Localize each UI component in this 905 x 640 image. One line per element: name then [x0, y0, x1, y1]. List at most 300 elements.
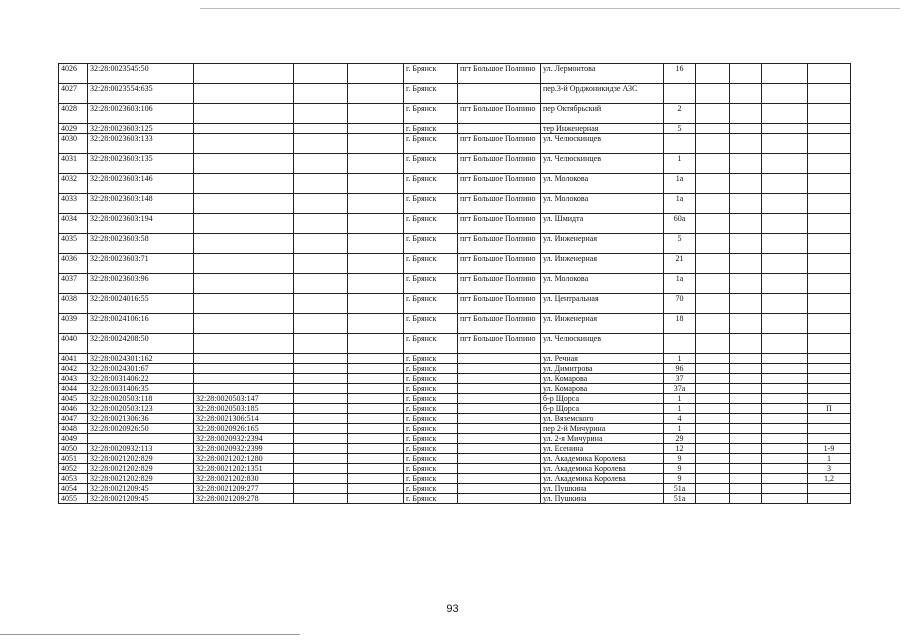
- empty-cell: [294, 464, 348, 474]
- empty-cell: [696, 294, 730, 314]
- table-row: [59, 434, 851, 444]
- street-cell: ул. Молокова: [541, 174, 664, 194]
- cadastral-number-2: [194, 384, 294, 394]
- cadastral-number-2: [194, 274, 294, 294]
- row-number: 4054: [59, 484, 88, 494]
- empty-cell: [294, 384, 348, 394]
- district-cell: [458, 444, 541, 454]
- house-cell: 1а: [664, 194, 696, 214]
- empty-cell: [348, 394, 404, 404]
- city-cell: г. Брянск: [404, 394, 458, 404]
- empty-cell: [762, 454, 808, 464]
- house-cell: 5: [664, 124, 696, 134]
- apartment-cell: [808, 254, 851, 274]
- city-cell: г. Брянск: [404, 384, 458, 394]
- empty-cell: [294, 174, 348, 194]
- city-cell: г. Брянск: [404, 354, 458, 364]
- cadastral-number: 32:28:0021306:36: [88, 414, 194, 424]
- empty-cell: [294, 414, 348, 424]
- empty-cell: [762, 394, 808, 404]
- empty-cell: [696, 84, 730, 104]
- cadastral-number: 32:28:0021202:829: [88, 454, 194, 464]
- street-cell: ул. Молокова: [541, 194, 664, 214]
- row-number: 4029: [59, 124, 88, 134]
- house-cell: 2: [664, 104, 696, 124]
- table-row: [59, 174, 851, 194]
- apartment-cell: [808, 274, 851, 294]
- empty-cell: [762, 214, 808, 234]
- house-cell: 1: [664, 424, 696, 434]
- row-number: 4041: [59, 354, 88, 364]
- empty-cell: [294, 424, 348, 434]
- cadastral-number: 32:28:0031406:35: [88, 384, 194, 394]
- empty-cell: [348, 414, 404, 424]
- empty-cell: [730, 84, 762, 104]
- city-cell: г. Брянск: [404, 464, 458, 474]
- city-cell: г. Брянск: [404, 404, 458, 414]
- apartment-cell: [808, 314, 851, 334]
- row-number: 4045: [59, 394, 88, 404]
- empty-cell: [696, 314, 730, 334]
- cadastral-number-2: [194, 64, 294, 84]
- table-row: [59, 334, 851, 354]
- cadastral-number: [88, 434, 194, 444]
- cadastral-number-2: 32:28:0021209:278: [194, 494, 294, 504]
- cadastral-number-2: [194, 364, 294, 374]
- city-cell: г. Брянск: [404, 314, 458, 334]
- empty-cell: [348, 384, 404, 394]
- district-cell: [458, 364, 541, 374]
- house-cell: 9: [664, 464, 696, 474]
- apartment-cell: [808, 294, 851, 314]
- table-row: [59, 104, 851, 124]
- empty-cell: [730, 314, 762, 334]
- city-cell: г. Брянск: [404, 294, 458, 314]
- cadastral-number: 32:28:0020503:123: [88, 404, 194, 414]
- row-number: 4049: [59, 434, 88, 444]
- row-number: 4040: [59, 334, 88, 354]
- empty-cell: [294, 234, 348, 254]
- apartment-cell: 1-9: [808, 444, 851, 454]
- empty-cell: [730, 424, 762, 434]
- cadastral-number: 32:28:0020503:118: [88, 394, 194, 404]
- house-cell: 21: [664, 254, 696, 274]
- empty-cell: [294, 84, 348, 104]
- apartment-cell: [808, 84, 851, 104]
- empty-cell: [348, 424, 404, 434]
- empty-cell: [348, 214, 404, 234]
- apartment-cell: [808, 214, 851, 234]
- empty-cell: [696, 434, 730, 444]
- city-cell: г. Брянск: [404, 104, 458, 124]
- house-cell: 1: [664, 154, 696, 174]
- district-cell: [458, 374, 541, 384]
- row-number: 4036: [59, 254, 88, 274]
- cadastral-number: 32:28:0021202:829: [88, 464, 194, 474]
- city-cell: г. Брянск: [404, 254, 458, 274]
- house-cell: 1: [664, 354, 696, 364]
- empty-cell: [730, 384, 762, 394]
- empty-cell: [696, 384, 730, 394]
- house-cell: 1: [664, 394, 696, 404]
- empty-cell: [762, 64, 808, 84]
- row-number: 4047: [59, 414, 88, 424]
- street-cell: ул. Академика Королева: [541, 474, 664, 484]
- city-cell: г. Брянск: [404, 154, 458, 174]
- table-row: [59, 64, 851, 84]
- district-cell: пгт Большое Полпино: [458, 174, 541, 194]
- empty-cell: [730, 254, 762, 274]
- street-cell: ул. Лермонтова: [541, 64, 664, 84]
- table-row: [59, 314, 851, 334]
- empty-cell: [294, 434, 348, 444]
- row-number: 4027: [59, 84, 88, 104]
- street-cell: б-р Щорса: [541, 394, 664, 404]
- empty-cell: [762, 334, 808, 354]
- house-cell: 96: [664, 364, 696, 374]
- apartment-cell: 1,2: [808, 474, 851, 484]
- cadastral-number-2: [194, 294, 294, 314]
- row-number: 4026: [59, 64, 88, 84]
- apartment-cell: [808, 384, 851, 394]
- cadastral-number-2: [194, 174, 294, 194]
- apartment-cell: [808, 394, 851, 404]
- table-row: [59, 234, 851, 254]
- cadastral-number: 32:28:0024208:50: [88, 334, 194, 354]
- empty-cell: [696, 414, 730, 424]
- city-cell: г. Брянск: [404, 474, 458, 484]
- house-cell: 16: [664, 64, 696, 84]
- district-cell: [458, 434, 541, 444]
- empty-cell: [696, 104, 730, 124]
- house-cell: 70: [664, 294, 696, 314]
- empty-cell: [696, 214, 730, 234]
- empty-cell: [762, 104, 808, 124]
- empty-cell: [348, 194, 404, 214]
- table-row: [59, 444, 851, 454]
- empty-cell: [294, 294, 348, 314]
- house-cell: 4: [664, 414, 696, 424]
- table-row: [59, 414, 851, 424]
- empty-cell: [348, 64, 404, 84]
- house-cell: [664, 334, 696, 354]
- street-cell: ул. Академика Королева: [541, 464, 664, 474]
- row-number: 4053: [59, 474, 88, 484]
- empty-cell: [730, 274, 762, 294]
- table-row: [59, 394, 851, 404]
- cadastral-number-2: 32:28:0020503:185: [194, 404, 294, 414]
- city-cell: г. Брянск: [404, 414, 458, 424]
- empty-cell: [730, 64, 762, 84]
- city-cell: г. Брянск: [404, 484, 458, 494]
- cadastral-number-2: [194, 84, 294, 104]
- empty-cell: [762, 314, 808, 334]
- empty-cell: [294, 254, 348, 274]
- apartment-cell: [808, 334, 851, 354]
- street-cell: пер.3-й Орджоникидзе АЗС: [541, 84, 664, 104]
- empty-cell: [294, 274, 348, 294]
- row-number: 4030: [59, 134, 88, 154]
- empty-cell: [730, 124, 762, 134]
- district-cell: [458, 384, 541, 394]
- empty-cell: [730, 434, 762, 444]
- empty-cell: [348, 154, 404, 174]
- row-number: 4042: [59, 364, 88, 374]
- row-number: 4050: [59, 444, 88, 454]
- house-cell: 18: [664, 314, 696, 334]
- empty-cell: [762, 484, 808, 494]
- cadastral-number: 32:28:0023603:106: [88, 104, 194, 124]
- city-cell: г. Брянск: [404, 334, 458, 354]
- table-row: [59, 134, 851, 154]
- city-cell: г. Брянск: [404, 454, 458, 464]
- cadastral-number: 32:28:0023603:146: [88, 174, 194, 194]
- house-cell: 60а: [664, 214, 696, 234]
- table-row: [59, 474, 851, 484]
- house-cell: 1а: [664, 274, 696, 294]
- cadastral-number: 32:28:0020932:113: [88, 444, 194, 454]
- empty-cell: [294, 454, 348, 464]
- district-cell: [458, 464, 541, 474]
- cadastral-number: 32:28:0023603:148: [88, 194, 194, 214]
- district-cell: пгт Большое Полпино: [458, 294, 541, 314]
- registry-table: [58, 63, 851, 504]
- scan-bottom-line: [0, 634, 300, 635]
- empty-cell: [696, 234, 730, 254]
- district-cell: пгт Большое Полпино: [458, 134, 541, 154]
- empty-cell: [348, 104, 404, 124]
- empty-cell: [348, 364, 404, 374]
- row-number: 4033: [59, 194, 88, 214]
- city-cell: г. Брянск: [404, 234, 458, 254]
- table-row: [59, 404, 851, 414]
- street-cell: ул. Челюскинцев: [541, 154, 664, 174]
- empty-cell: [294, 124, 348, 134]
- street-cell: пер 2-й Мичурина: [541, 424, 664, 434]
- empty-cell: [762, 384, 808, 394]
- district-cell: пгт Большое Полпино: [458, 154, 541, 174]
- cadastral-number-2: 32:28:0021306:514: [194, 414, 294, 424]
- city-cell: г. Брянск: [404, 434, 458, 444]
- district-cell: [458, 124, 541, 134]
- street-cell: ул. Пушкина: [541, 494, 664, 504]
- cadastral-number: 32:28:0021202:829: [88, 474, 194, 484]
- empty-cell: [730, 214, 762, 234]
- empty-cell: [762, 444, 808, 454]
- cadastral-number-2: [194, 314, 294, 334]
- cadastral-number-2: 32:28:0021202:1280: [194, 454, 294, 464]
- empty-cell: [762, 194, 808, 214]
- table-row: [59, 364, 851, 374]
- empty-cell: [294, 404, 348, 414]
- table-row: [59, 374, 851, 384]
- empty-cell: [294, 354, 348, 364]
- empty-cell: [696, 454, 730, 464]
- table-row: [59, 424, 851, 434]
- district-cell: пгт Большое Полпино: [458, 314, 541, 334]
- empty-cell: [762, 364, 808, 374]
- cadastral-number-2: [194, 134, 294, 154]
- empty-cell: [696, 424, 730, 434]
- cadastral-number: 32:28:0031406:22: [88, 374, 194, 384]
- cadastral-number: 32:28:0023603:133: [88, 134, 194, 154]
- cadastral-number-2: 32:28:0020932:2399: [194, 444, 294, 454]
- empty-cell: [762, 174, 808, 194]
- row-number: 4043: [59, 374, 88, 384]
- city-cell: г. Брянск: [404, 214, 458, 234]
- empty-cell: [696, 484, 730, 494]
- cadastral-number: 32:28:0024301:67: [88, 364, 194, 374]
- house-cell: 5: [664, 234, 696, 254]
- row-number: 4032: [59, 174, 88, 194]
- table-row: [59, 84, 851, 104]
- empty-cell: [730, 174, 762, 194]
- cadastral-number: 32:28:0023545:50: [88, 64, 194, 84]
- empty-cell: [696, 154, 730, 174]
- house-cell: 29: [664, 434, 696, 444]
- district-cell: [458, 84, 541, 104]
- cadastral-number: 32:28:0023603:71: [88, 254, 194, 274]
- street-cell: ул. Инженерная: [541, 254, 664, 274]
- empty-cell: [294, 154, 348, 174]
- empty-cell: [696, 124, 730, 134]
- apartment-cell: [808, 494, 851, 504]
- cadastral-number: 32:28:0023554:635: [88, 84, 194, 104]
- empty-cell: [730, 134, 762, 154]
- empty-cell: [730, 484, 762, 494]
- district-cell: пгт Большое Полпино: [458, 214, 541, 234]
- street-cell: ул. Димитрова: [541, 364, 664, 374]
- empty-cell: [762, 414, 808, 424]
- city-cell: г. Брянск: [404, 134, 458, 154]
- cadastral-number-2: [194, 354, 294, 364]
- empty-cell: [348, 464, 404, 474]
- apartment-cell: [808, 154, 851, 174]
- table-row: [59, 384, 851, 394]
- empty-cell: [696, 254, 730, 274]
- empty-cell: [294, 104, 348, 124]
- district-cell: [458, 414, 541, 424]
- empty-cell: [696, 64, 730, 84]
- apartment-cell: [808, 354, 851, 364]
- empty-cell: [294, 194, 348, 214]
- empty-cell: [762, 134, 808, 154]
- table-row: [59, 274, 851, 294]
- empty-cell: [730, 354, 762, 364]
- cadastral-number-2: [194, 214, 294, 234]
- district-cell: пгт Большое Полпино: [458, 64, 541, 84]
- cadastral-number-2: 32:28:0020932:2394: [194, 434, 294, 444]
- empty-cell: [348, 354, 404, 364]
- empty-cell: [348, 254, 404, 274]
- house-cell: 9: [664, 474, 696, 484]
- table-row: [59, 354, 851, 364]
- district-cell: [458, 454, 541, 464]
- empty-cell: [294, 334, 348, 354]
- empty-cell: [294, 64, 348, 84]
- table-row: [59, 214, 851, 234]
- cadastral-number-2: [194, 334, 294, 354]
- empty-cell: [730, 464, 762, 474]
- empty-cell: [348, 334, 404, 354]
- table-row: [59, 154, 851, 174]
- empty-cell: [730, 474, 762, 484]
- empty-cell: [294, 374, 348, 384]
- apartment-cell: [808, 414, 851, 424]
- empty-cell: [348, 134, 404, 154]
- street-cell: пер Октябрьский: [541, 104, 664, 124]
- row-number: 4048: [59, 424, 88, 434]
- row-number: 4055: [59, 494, 88, 504]
- empty-cell: [348, 484, 404, 494]
- empty-cell: [730, 154, 762, 174]
- district-cell: [458, 494, 541, 504]
- city-cell: г. Брянск: [404, 84, 458, 104]
- empty-cell: [348, 314, 404, 334]
- empty-cell: [348, 294, 404, 314]
- row-number: 4052: [59, 464, 88, 474]
- empty-cell: [730, 444, 762, 454]
- empty-cell: [696, 194, 730, 214]
- apartment-cell: П: [808, 404, 851, 414]
- street-cell: тер Инженерная: [541, 124, 664, 134]
- district-cell: [458, 474, 541, 484]
- street-cell: ул. Есенина: [541, 444, 664, 454]
- apartment-cell: [808, 64, 851, 84]
- empty-cell: [762, 474, 808, 484]
- empty-cell: [294, 474, 348, 484]
- apartment-cell: [808, 104, 851, 124]
- empty-cell: [762, 434, 808, 444]
- cadastral-number: 32:28:0020926:50: [88, 424, 194, 434]
- empty-cell: [762, 274, 808, 294]
- empty-cell: [762, 294, 808, 314]
- house-cell: [664, 84, 696, 104]
- city-cell: г. Брянск: [404, 374, 458, 384]
- apartment-cell: [808, 124, 851, 134]
- cadastral-number: 32:28:0024016:55: [88, 294, 194, 314]
- apartment-cell: [808, 234, 851, 254]
- empty-cell: [762, 494, 808, 504]
- city-cell: г. Брянск: [404, 424, 458, 434]
- table-row: [59, 254, 851, 274]
- district-cell: пгт Большое Полпино: [458, 334, 541, 354]
- cadastral-number-2: 32:28:0020503:147: [194, 394, 294, 404]
- empty-cell: [730, 294, 762, 314]
- street-cell: ул. Молокова: [541, 274, 664, 294]
- district-cell: [458, 354, 541, 364]
- cadastral-number: 32:28:0023603:96: [88, 274, 194, 294]
- empty-cell: [696, 464, 730, 474]
- empty-cell: [294, 394, 348, 404]
- empty-cell: [696, 404, 730, 414]
- empty-cell: [348, 234, 404, 254]
- row-number: 4039: [59, 314, 88, 334]
- apartment-cell: 3: [808, 464, 851, 474]
- table-row: [59, 464, 851, 474]
- cadastral-number-2: [194, 374, 294, 384]
- row-number: 4031: [59, 154, 88, 174]
- apartment-cell: [808, 424, 851, 434]
- table-row: [59, 494, 851, 504]
- empty-cell: [294, 444, 348, 454]
- empty-cell: [762, 234, 808, 254]
- empty-cell: [730, 414, 762, 424]
- registry-rows: [59, 64, 851, 504]
- empty-cell: [696, 274, 730, 294]
- cadastral-number-2: [194, 124, 294, 134]
- empty-cell: [348, 474, 404, 484]
